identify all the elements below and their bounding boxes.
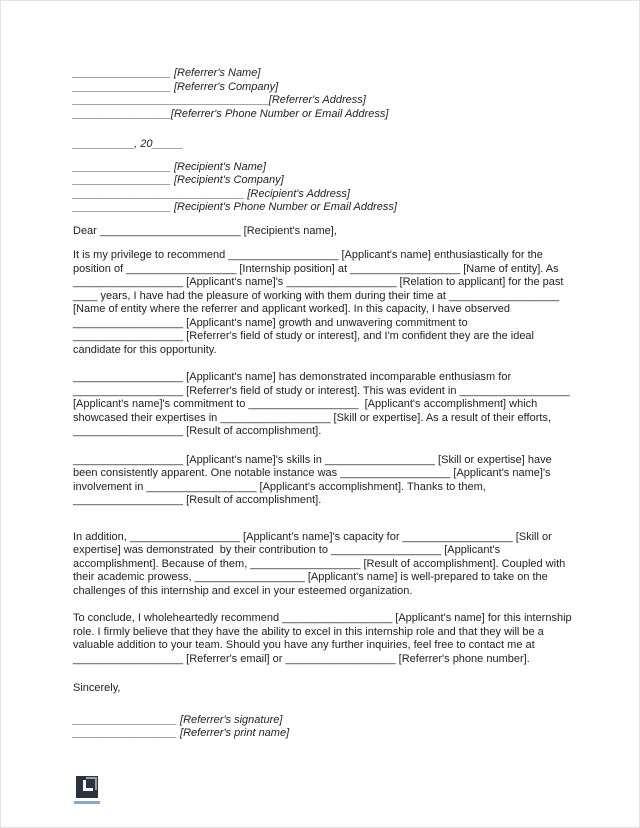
text-line: their academic prowess, __________________ [Applicant's name] is well-prepared to take on the bbox=[73, 571, 548, 583]
signature-block bbox=[73, 714, 599, 741]
text-line: valuable addition to your team. Should you have any further inquiries, feel free to contact me at bbox=[73, 639, 535, 651]
recipient-info-block bbox=[73, 161, 599, 215]
text-line: ________________ [Recipient's Name] bbox=[73, 160, 266, 173]
text-line: position of __________________ [Internship position] at __________________ [Name of entity]. As bbox=[73, 262, 559, 275]
text-line: __________________ [Applicant's name]'s __________________ [Relation to applicant] for the past bbox=[73, 276, 564, 288]
paragraph-enthusiasm bbox=[73, 371, 599, 439]
paragraph-capacity bbox=[73, 531, 599, 599]
text-line: In addition, __________________ [Applicant's name]'s capacity for __________________ [Skill or bbox=[73, 530, 552, 543]
text-line: __________________ [Referrer's field of study or interest]. This was evident in __________________ bbox=[73, 384, 570, 397]
letter-content bbox=[73, 67, 599, 741]
logo-blue-underline bbox=[74, 801, 100, 804]
text-line: ________________ [Referrer's Company] bbox=[73, 80, 279, 93]
text-line: involvement in __________________ [Applicant's accomplishment]. Thanks to them, bbox=[73, 480, 486, 493]
text-line: __________________ [Referrer's email] or __________________ [Referrer's phone number]. bbox=[73, 652, 530, 665]
text-line: __________________ [Result of accomplishment]. bbox=[73, 425, 322, 437]
text-line: ____________________________ [Recipient's Address] bbox=[73, 187, 350, 200]
text-line: __________________ [Applicant's name]'s skills in __________________ [Skill or expertise] have bbox=[73, 453, 552, 466]
text-line: challenges of this internship and excel in your esteemed organization. bbox=[73, 584, 413, 597]
text-line: ____ years, I have had the pleasure of working with them during their time at __________________ bbox=[73, 289, 560, 302]
text-line: expertise] was demonstrated by their contribution to __________________ [Applicant's bbox=[73, 544, 501, 556]
text-line: ________________________________[Referrer's Address] bbox=[73, 94, 366, 106]
closing-line: Sincerely, bbox=[73, 682, 121, 694]
text-line: candidate for this opportunity. bbox=[73, 343, 217, 356]
text-line: _________________ [Referrer's print name] bbox=[73, 727, 290, 739]
text-line: [Applicant's name]'s commitment to __________________ [Applicant's accomplishment] which bbox=[73, 398, 538, 410]
brand-logo-icon bbox=[74, 776, 100, 804]
text-line: ________________ [Referrer's Name] bbox=[73, 67, 261, 79]
salutation-line: Dear _______________________ [Recipient's name], bbox=[73, 224, 337, 237]
text-line: _________________ [Referrer's signature] bbox=[73, 713, 283, 726]
text-line: ________________ [Recipient's Phone Number or Email Address] bbox=[73, 201, 397, 213]
text-line: [Name of entity where the referrer and applicant worked]. In this capacity, I have observed bbox=[73, 303, 510, 315]
text-line: showcased their expertises in __________________ [Skill or expertise]. As a result of their efforts, bbox=[73, 411, 551, 424]
text-line: ________________ [Recipient's Company] bbox=[73, 174, 284, 186]
text-line: __________________ [Result of accomplishment]. bbox=[73, 494, 322, 506]
logo-letter-l-base bbox=[83, 788, 93, 791]
text-line: role. I firmly believe that they have the ability to excel in this internship role and that they will be a bbox=[73, 625, 544, 638]
paragraph-skills bbox=[73, 454, 599, 508]
paragraph-introduction bbox=[73, 249, 599, 357]
text-line: __________________ [Referrer's field of study or interest], and I'm confident they are the ideal bbox=[73, 330, 534, 342]
text-line: __________________ [Applicant's name] has demonstrated incomparable enthusiasm for bbox=[73, 371, 512, 383]
text-line: accomplishment]. Because of them, __________________ [Result of accomplishment]. Coupled with bbox=[73, 557, 566, 570]
text-line: ________________[Referrer's Phone Number or Email Address] bbox=[73, 107, 389, 120]
text-line: To conclude, I wholeheartedly recommend __________________ [Applicant's name] for this internship bbox=[73, 612, 572, 624]
paragraph-conclusion bbox=[73, 612, 599, 666]
text-line: been consistently apparent. One notable instance was __________________ [Applicant's name]'s bbox=[73, 467, 551, 479]
text-line: __________________ [Applicant's name] growth and unwavering commitment to bbox=[73, 316, 468, 329]
referrer-info-block bbox=[73, 67, 599, 121]
date-line: __________, 20_____ bbox=[73, 138, 184, 150]
text-line: It is my privilege to recommend __________________ [Applicant's name] enthusiastically for the bbox=[73, 249, 543, 261]
